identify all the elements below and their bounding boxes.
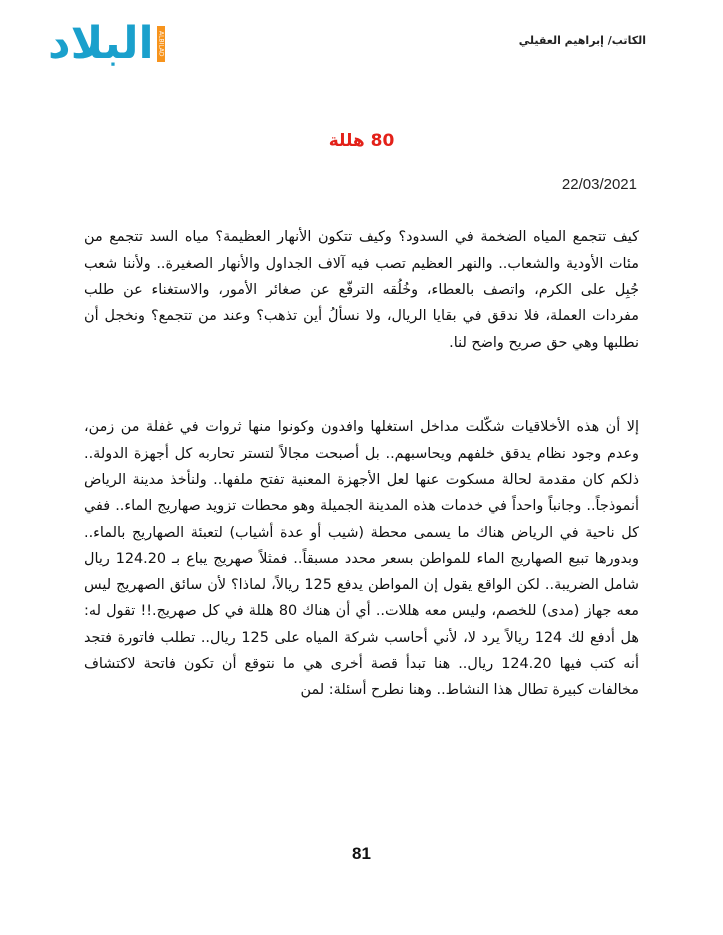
article-paragraph-1: كيف تتجمع المياه الضخمة في السدود؟ وكيف تتكون الأنهار العظيمة؟ مياه السد تتجمع من مئات الأودية والشعاب.. والنهر العظيم تصب فيه آلاف الجداول والأنهار الصغيرة.. ولأننا شعب جُبِل على الكرم، واتصف بالعطاء، وخُلُقه الترفّع عن صغائر الأمور، والاستغناء عن طلب مفردات العملة، فلا ندقق في بقايا الريال، ولا نسألُ أين تذهب؟ وعند من تتجمع؟ ونخجل أن نطلبها وهي حق صريح واضح لنا. (84, 229, 639, 351)
author-byline: الكاتب/ إبراهيم العقيلي (518, 34, 646, 47)
page-number: 81 (352, 844, 371, 863)
logo-tagline: ALBILAD (157, 26, 165, 62)
article-title: 80 هللة (328, 131, 395, 151)
publication-logo (48, 20, 178, 68)
article-paragraph-2: إلا أن هذه الأخلاقيات شكّلت مداخل استغلها وافدون وكونوا منها ثروات في غفلة من زمن، وعدم وجود نظام يدقق خلفهم ويحاسبهم.. بل أصبحت مجالاً لتستر تحاربه كل أجهزة الدولة.. ذلكم كان مقدمة لحالة مسكوت عنها لعل الأجهزة المعنية تفتح ملفها.. ولنأخذ مدينة الرياض أنموذجاً.. وجانباً واحداً في خدمات هذه المدينة الجميلة وهو محطات تزويد صهاريج الماء.. ففي كل ناحية في الرياض هناك ما يسمى محطة (شيب أو عدة أشياب) لتعبئة الصهاريج بالماء.. وبدورها تبيع الصهاريج الماء للمواطن بسعر محدد مسبقاً.. فمثلاً صهريج يباع بـ 124.20 ريال شامل الضريبة.. لكن الواقع يقول إن المواطن يدفع 125 ريالاً، لماذا؟ لأن سائق الصهريج ليس معه جهاز (مدى) للخصم، وليس معه هللات.. أي أن هناك 80 هللة في كل صهريج.!! تقول له: هل أدفع لك 124 ريالاً يرد لا، لأني أحاسب شركة المياه على 125 ريال.. تطلب فاتورة فتجد أنه كتب فيها 124.20 ريال.. هنا تبدأ قصة أخرى هي ما نتوقع أن تكون فاتحة لاكتشاف مخالفات كبيرة تطال هذا النشاط.. وهنا نطرح أسئلة: لمن (84, 419, 640, 699)
article-date: 22/03/2021 (561, 176, 637, 193)
logo-wordmark: البلاد (48, 18, 154, 69)
